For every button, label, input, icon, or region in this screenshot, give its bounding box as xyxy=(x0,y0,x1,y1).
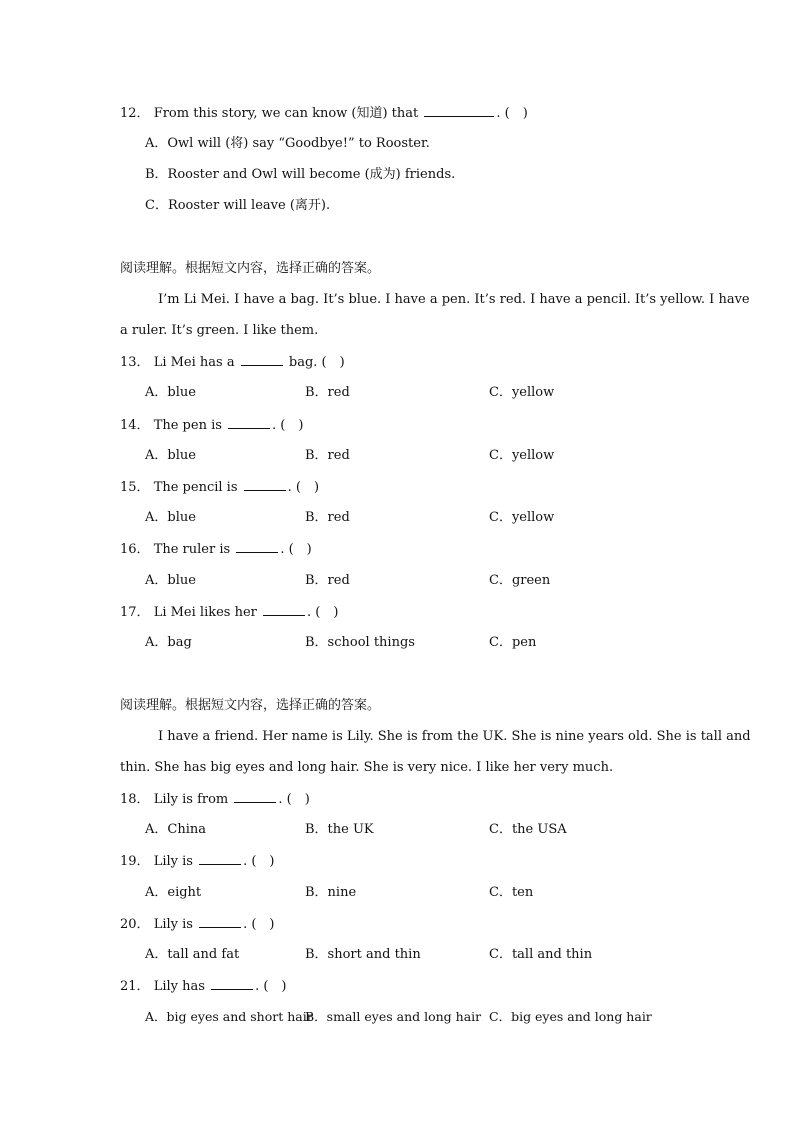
question-20 xyxy=(120,914,794,945)
question-17 xyxy=(120,602,794,633)
option-b[interactable]: B．red xyxy=(305,510,350,525)
option-c-label: C．Rooster will leave (离开). xyxy=(145,198,331,213)
question-number: 20． xyxy=(120,917,150,932)
question-12-option-a[interactable] xyxy=(0,134,794,165)
question-tail: . ( ) xyxy=(272,418,304,433)
question-18-options xyxy=(0,820,794,851)
option-c[interactable]: C．tall and thin xyxy=(489,947,593,962)
question-text: The pencil is xyxy=(153,480,238,495)
option-b[interactable]: B．small eyes and long hair xyxy=(305,1009,482,1024)
option-b-label: B．Rooster and Owl will become (成为) friends. xyxy=(145,167,456,182)
question-text: Li Mei has a xyxy=(153,355,235,370)
option-a[interactable]: A．big eyes and short hair xyxy=(145,1009,313,1024)
option-a[interactable]: A．blue xyxy=(145,448,196,463)
option-a[interactable]: A．China xyxy=(145,822,206,837)
question-number: 19． xyxy=(120,854,150,869)
question-number: 14． xyxy=(120,418,150,433)
answer-blank[interactable] xyxy=(234,789,276,803)
section-2-heading: 阅读理解。根据短文内容，选择正确的答案。 xyxy=(120,261,381,276)
question-number: 13． xyxy=(120,355,150,370)
option-b[interactable]: B．nine xyxy=(305,885,357,900)
option-c[interactable]: C．pen xyxy=(489,635,537,650)
question-19-options xyxy=(0,883,794,914)
question-tail: . ( ) xyxy=(280,542,312,557)
question-text: From this story, we can know (知道) that xyxy=(153,106,419,121)
option-c[interactable]: C．green xyxy=(489,573,551,588)
answer-blank[interactable] xyxy=(236,539,278,553)
question-text: Lily has xyxy=(153,979,205,994)
question-tail: . ( ) xyxy=(287,480,320,495)
option-b[interactable]: B．red xyxy=(305,385,350,400)
question-21 xyxy=(120,976,794,1007)
option-c[interactable]: C．yellow xyxy=(489,510,555,525)
question-text: Lily is xyxy=(153,917,193,932)
passage-3-line-2: thin. She has big eyes and long hair. She is very nice. I like her very much. xyxy=(120,760,614,775)
question-tail: . ( ) xyxy=(243,917,275,932)
question-tail: . ( ) xyxy=(496,106,528,121)
question-tail: . ( ) xyxy=(243,854,275,869)
question-text: Lily is from xyxy=(153,792,229,807)
question-15 xyxy=(120,477,794,508)
question-20-options xyxy=(0,945,794,976)
answer-blank[interactable] xyxy=(199,914,241,928)
answer-blank[interactable] xyxy=(424,103,494,117)
question-16 xyxy=(120,539,794,570)
question-number: 15． xyxy=(120,480,150,495)
question-12-option-c[interactable] xyxy=(0,196,794,227)
question-21-options xyxy=(0,1007,794,1038)
question-18 xyxy=(120,789,794,820)
question-number: 21． xyxy=(120,979,150,994)
option-c[interactable]: C．yellow xyxy=(489,385,555,400)
section-3-heading: 阅读理解。根据短文内容，选择正确的答案。 xyxy=(120,698,381,713)
question-text: The ruler is xyxy=(153,542,231,557)
answer-blank[interactable] xyxy=(263,602,305,616)
question-14 xyxy=(120,415,794,446)
option-a[interactable]: A．blue xyxy=(145,510,196,525)
question-12 xyxy=(120,103,794,134)
option-a[interactable]: A．eight xyxy=(145,885,202,900)
answer-blank[interactable] xyxy=(228,415,270,429)
question-12-option-b[interactable] xyxy=(0,165,794,196)
question-text: Lily is xyxy=(153,854,193,869)
question-tail: . ( ) xyxy=(307,605,339,620)
answer-blank[interactable] xyxy=(211,976,253,990)
question-13-options xyxy=(0,383,794,414)
question-text: The pen is xyxy=(153,418,222,433)
option-a[interactable]: A．blue xyxy=(145,385,196,400)
question-16-options xyxy=(0,571,794,602)
question-tail: . ( ) xyxy=(255,979,287,994)
passage-2-line-2: a ruler. It’s green. I like them. xyxy=(120,323,319,338)
question-tail: bag. ( ) xyxy=(288,355,345,370)
option-c[interactable]: C．ten xyxy=(489,885,534,900)
question-15-options xyxy=(0,508,794,539)
option-b[interactable]: B．red xyxy=(305,573,350,588)
option-c[interactable]: C．the USA xyxy=(489,822,567,837)
passage-2-line-1: I’m Li Mei. I have a bag. It’s blue. I have a pen. It’s red. I have a pencil. It’s yellow. I have xyxy=(158,292,750,307)
option-b[interactable]: B．school things xyxy=(305,635,415,650)
passage-3-line-1: I have a friend. Her name is Lily. She is from the UK. She is nine years old. She is tall and xyxy=(158,729,751,744)
option-b[interactable]: B．the UK xyxy=(305,822,374,837)
option-a-label: A．Owl will (将) say “Goodbye!” to Rooster. xyxy=(145,136,430,151)
question-number: 17． xyxy=(120,605,150,620)
question-17-options xyxy=(0,633,794,664)
question-13 xyxy=(120,352,794,383)
question-19 xyxy=(120,851,794,882)
question-number: 18． xyxy=(120,792,150,807)
answer-blank[interactable] xyxy=(241,352,283,366)
answer-blank[interactable] xyxy=(199,851,241,865)
option-b[interactable]: B．short and thin xyxy=(305,947,421,962)
question-14-options xyxy=(0,446,794,477)
answer-blank[interactable] xyxy=(244,477,286,491)
option-b[interactable]: B．red xyxy=(305,448,350,463)
question-text: Li Mei likes her xyxy=(153,605,257,620)
option-a[interactable]: A．tall and fat xyxy=(145,947,240,962)
question-number: 16． xyxy=(120,542,150,557)
option-c[interactable]: C．big eyes and long hair xyxy=(489,1009,652,1024)
question-number: 12． xyxy=(120,106,150,121)
question-tail: . ( ) xyxy=(278,792,310,807)
option-a[interactable]: A．bag xyxy=(145,635,192,650)
option-c[interactable]: C．yellow xyxy=(489,448,555,463)
option-a[interactable]: A．blue xyxy=(145,573,196,588)
